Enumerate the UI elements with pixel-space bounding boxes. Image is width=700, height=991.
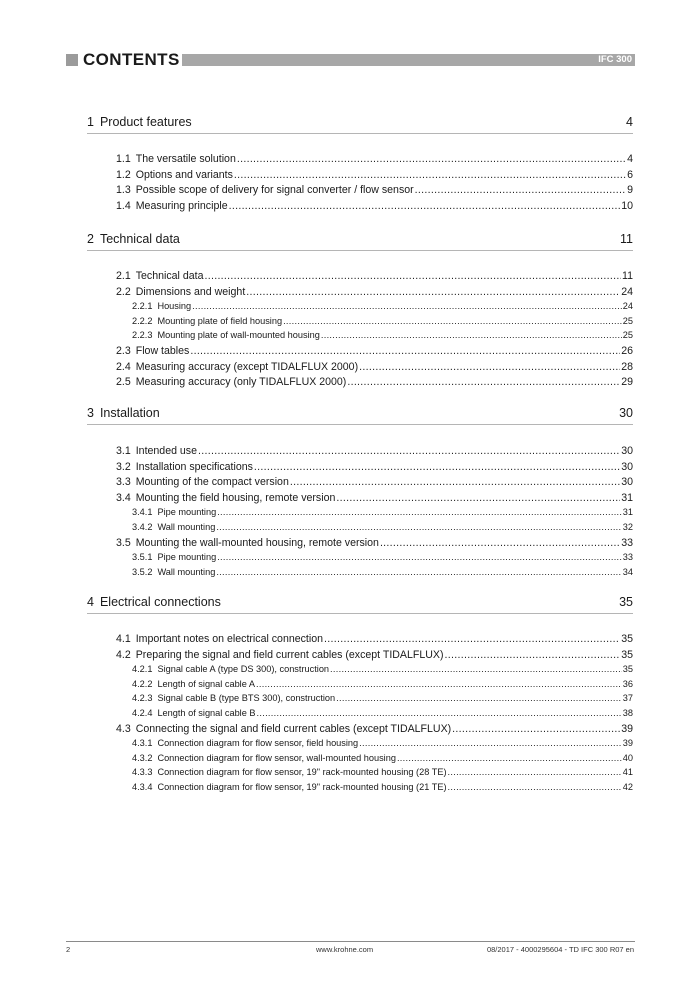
toc-dot-leader	[216, 566, 621, 579]
toc-entry-title: Possible scope of delivery for signal converter / flow sensor	[135, 184, 414, 197]
toc-subsubentry[interactable]	[132, 521, 633, 534]
toc-subentry[interactable]	[116, 360, 633, 374]
toc-entry-number: 4.2.3	[132, 693, 153, 704]
toc-dot-leader	[290, 475, 620, 489]
toc-entry-title: Connection diagram for flow sensor, 19" rack-mounted housing (28 TE)	[157, 767, 447, 778]
toc-section-number: 3	[87, 406, 94, 420]
toc-subentry[interactable]	[116, 722, 633, 736]
toc-entry-title: Wall mounting	[157, 522, 216, 532]
toc-entry-number: 2.2.1	[132, 301, 153, 312]
toc-dot-leader	[330, 663, 622, 676]
toc-entry-title: Pipe mounting	[157, 507, 217, 518]
toc-dot-leader	[448, 766, 622, 779]
toc-entry-number: 2.2.3	[132, 330, 153, 341]
toc-entry-number: 1.3	[116, 184, 131, 197]
toc-entry-title: Dimensions and weight	[135, 285, 246, 298]
toc-section-title: Installation	[99, 406, 160, 420]
toc-entry-number: 3.5	[116, 536, 131, 549]
toc-entry-title: Technical data	[135, 270, 204, 282]
toc-section-rule	[87, 613, 633, 614]
toc-dot-leader	[448, 781, 622, 794]
toc-subsubentry[interactable]	[132, 551, 633, 564]
toc-section[interactable]	[87, 405, 633, 421]
footer-rule	[66, 941, 635, 942]
toc-dot-leader	[336, 692, 622, 705]
toc-entry-number: 3.4.2	[132, 522, 153, 532]
toc-section[interactable]	[87, 114, 633, 130]
toc-section-number: 4	[87, 595, 94, 609]
toc-entry-number: 4.2.4	[132, 708, 153, 718]
toc-dot-leader	[452, 722, 620, 736]
toc-entry-page: 36	[622, 678, 633, 689]
toc-entry-number: 2.1	[116, 270, 131, 282]
toc-entry-number: 4.2.1	[132, 664, 153, 675]
toc-section-page: 4	[626, 115, 633, 129]
toc-dot-leader	[246, 285, 620, 299]
toc-entry-page: 32	[622, 522, 633, 532]
toc-subsubentry[interactable]	[132, 315, 633, 328]
toc-entry-page: 33	[622, 552, 633, 563]
toc-dot-leader	[257, 707, 622, 720]
toc-entry-number: 4.3.3	[132, 767, 153, 778]
toc-entry-number: 3.1	[116, 445, 131, 457]
toc-section[interactable]	[87, 594, 633, 610]
toc-subentry[interactable]	[116, 152, 633, 166]
toc-entry-number: 4.2.2	[132, 678, 153, 689]
toc-entry-page: 35	[621, 648, 633, 661]
toc-dot-leader	[192, 300, 622, 313]
toc-entry-page: 34	[622, 566, 633, 577]
toc-section-number: 2	[87, 232, 94, 246]
toc-entry-page: 38	[622, 708, 633, 718]
toc-entry-number: 1.1	[116, 153, 131, 165]
toc-dot-leader	[216, 521, 621, 534]
toc-dot-leader	[359, 737, 622, 750]
toc-entry-page: 35	[622, 664, 633, 675]
toc-entry-title: Signal cable A (type DS 300), construction	[157, 664, 330, 675]
toc-entry-page: 11	[622, 270, 633, 282]
toc-section-page: 30	[619, 406, 633, 420]
header-bar	[182, 54, 635, 66]
toc-entry-title: Measuring accuracy (only TIDALFLUX 2000)	[135, 376, 347, 389]
toc-subentry[interactable]	[116, 460, 633, 474]
header-square-marker	[66, 54, 78, 66]
toc-entry-page: 4	[627, 153, 633, 165]
toc-entry-page: 31	[622, 507, 633, 518]
toc-entry-number: 3.3	[116, 476, 131, 489]
toc-entry-number: 2.3	[116, 345, 131, 357]
toc-subentry[interactable]	[116, 491, 633, 505]
toc-entry-page: 37	[622, 693, 633, 704]
footer-website: www.krohne.com	[316, 945, 374, 954]
toc-entry-title: Measuring accuracy (except TIDALFLUX 2000)	[135, 360, 359, 373]
toc-dot-leader	[234, 168, 626, 182]
toc-subentry[interactable]	[116, 475, 633, 489]
footer-page-number: 2	[66, 945, 71, 954]
toc-entry-title: Mounting of the compact version	[135, 476, 289, 489]
toc-dot-leader	[321, 329, 622, 342]
toc-dot-leader	[445, 648, 621, 662]
toc-entry-title: Housing	[157, 301, 192, 312]
toc-subsubentry[interactable]	[132, 766, 633, 779]
toc-dot-leader	[359, 360, 620, 374]
footer-document-reference: 08/2017 - 4000295604 - TD IFC 300 R07 en	[486, 945, 634, 954]
toc-subsubentry[interactable]	[132, 663, 633, 676]
toc-entry-number: 2.2	[116, 285, 131, 298]
toc-dot-leader	[204, 269, 621, 283]
toc-entry-page: 9	[627, 184, 633, 197]
toc-dot-leader	[324, 632, 620, 646]
page-header	[66, 52, 635, 70]
toc-entry-page: 39	[621, 722, 633, 735]
toc-subsubentry[interactable]	[132, 707, 633, 720]
toc-entry-page: 30	[621, 445, 633, 457]
toc-entry-title: Connecting the signal and field current cables (except TIDALFLUX)	[135, 722, 452, 735]
toc-section-page: 11	[620, 232, 633, 246]
toc-entry-page: 30	[621, 476, 633, 489]
toc-section-title: Product features	[99, 115, 192, 129]
toc-entry-page: 30	[621, 460, 633, 473]
toc-subsubentry[interactable]	[132, 678, 633, 691]
toc-entry-page: 31	[621, 491, 633, 504]
toc-dot-leader	[415, 183, 626, 197]
page-title: CONTENTS	[83, 50, 180, 69]
toc-entry-title: Wall mounting	[157, 566, 216, 577]
toc-entry-title: Connection diagram for flow sensor, 19" rack-mounted housing (21 TE)	[157, 782, 447, 792]
toc-dot-leader	[256, 678, 622, 691]
toc-dot-leader	[217, 551, 622, 564]
toc-entry-page: 40	[622, 752, 633, 763]
toc-dot-leader	[229, 199, 621, 213]
toc-subentry[interactable]	[116, 183, 633, 197]
toc-entry-number: 3.4.1	[132, 507, 153, 518]
toc-dot-leader	[217, 506, 622, 519]
toc-subsubentry[interactable]	[132, 752, 633, 765]
toc-entry-number: 4.3.2	[132, 752, 153, 763]
toc-entry-number: 4.1	[116, 633, 131, 645]
toc-entry-page: 42	[622, 782, 633, 792]
toc-subentry[interactable]	[116, 632, 633, 646]
toc-entry-title: Connection diagram for flow sensor, wall-mounted housing	[157, 752, 396, 763]
toc-subsubentry[interactable]	[132, 329, 633, 342]
toc-subentry[interactable]	[116, 375, 633, 389]
toc-subentry[interactable]	[116, 285, 633, 299]
toc-entry-title: Intended use	[135, 445, 197, 457]
product-name: IFC 300	[598, 54, 632, 65]
toc-entry-number: 2.5	[116, 376, 131, 389]
toc-entry-page: 24	[621, 285, 633, 298]
toc-subsubentry[interactable]	[132, 692, 633, 705]
toc-entry-title: Installation specifications	[135, 460, 253, 473]
toc-entry-title: Flow tables	[135, 345, 190, 357]
toc-entry-title: Length of signal cable B	[157, 708, 256, 718]
toc-entry-title: Measuring principle	[135, 199, 228, 212]
toc-subentry[interactable]	[116, 536, 633, 550]
toc-section-rule	[87, 424, 633, 425]
toc-entry-page: 35	[621, 633, 633, 645]
toc-dot-leader	[347, 375, 620, 389]
toc-entry-title: Preparing the signal and field current cables (except TIDALFLUX)	[135, 648, 444, 661]
toc-subentry[interactable]	[116, 648, 633, 662]
toc-subentry[interactable]	[116, 269, 633, 283]
toc-subsubentry[interactable]	[132, 566, 633, 579]
toc-subsubentry[interactable]	[132, 781, 633, 794]
toc-section-title: Electrical connections	[99, 595, 221, 609]
toc-entry-page: 10	[621, 199, 633, 212]
toc-entry-number: 3.5.2	[132, 566, 153, 577]
toc-entry-title: Mounting plate of wall-mounted housing	[157, 330, 320, 341]
toc-section[interactable]	[87, 231, 633, 247]
toc-section-number: 1	[87, 115, 94, 129]
toc-subentry[interactable]	[116, 344, 633, 358]
toc-subsubentry[interactable]	[132, 300, 633, 313]
toc-entry-title: The versatile solution	[135, 153, 236, 165]
toc-entry-title: Mounting the field housing, remote version	[135, 491, 336, 504]
toc-entry-page: 28	[621, 360, 633, 373]
toc-dot-leader	[190, 344, 620, 358]
toc-entry-page: 24	[622, 301, 633, 312]
toc-dot-leader	[254, 460, 620, 474]
toc-entry-title: Pipe mounting	[157, 552, 217, 563]
toc-entry-number: 4.3.1	[132, 738, 153, 749]
toc-entry-number: 4.2	[116, 648, 131, 661]
toc-entry-page: 29	[621, 376, 633, 389]
toc-entry-page: 25	[622, 330, 633, 341]
toc-entry-title: Length of signal cable A	[157, 678, 256, 689]
toc-entry-title: Mounting the wall-mounted housing, remote version	[135, 536, 379, 549]
toc-entry-page: 39	[622, 738, 633, 749]
toc-entry-page: 33	[621, 536, 633, 549]
toc-entry-number: 3.2	[116, 460, 131, 473]
toc-entry-title: Signal cable B (type BTS 300), construction	[157, 693, 336, 704]
toc-dot-leader	[336, 491, 620, 505]
toc-subentry[interactable]	[116, 199, 633, 213]
toc-entry-number: 1.4	[116, 199, 131, 212]
toc-entry-number: 3.5.1	[132, 552, 153, 563]
toc-dot-leader	[198, 444, 620, 458]
toc-entry-page: 41	[622, 767, 633, 778]
toc-entry-page: 6	[627, 168, 633, 181]
toc-entry-title: Important notes on electrical connection	[135, 633, 323, 645]
toc-subsubentry[interactable]	[132, 737, 633, 750]
toc-dot-leader	[397, 752, 622, 765]
toc-entry-title: Options and variants	[135, 168, 233, 181]
toc-subsubentry[interactable]	[132, 506, 633, 519]
toc-entry-number: 3.4	[116, 491, 131, 504]
toc-entry-number: 4.3.4	[132, 782, 153, 792]
toc-dot-leader	[283, 315, 622, 328]
toc-entry-number: 2.4	[116, 360, 131, 373]
toc-entry-title: Connection diagram for flow sensor, field housing	[157, 738, 359, 749]
toc-entry-number: 1.2	[116, 168, 131, 181]
toc-section-title: Technical data	[99, 232, 180, 246]
toc-entry-page: 26	[621, 345, 633, 357]
toc-section-page: 35	[619, 595, 633, 609]
toc-dot-leader	[237, 152, 626, 166]
toc-section-rule	[87, 250, 633, 251]
toc-entry-page: 25	[622, 315, 633, 326]
toc-subentry[interactable]	[116, 444, 633, 458]
toc-entry-title: Mounting plate of field housing	[157, 315, 283, 326]
toc-subentry[interactable]	[116, 168, 633, 182]
toc-section-rule	[87, 133, 633, 134]
toc-entry-number: 4.3	[116, 722, 131, 735]
toc-entry-number: 2.2.2	[132, 315, 153, 326]
toc-dot-leader	[380, 536, 620, 550]
